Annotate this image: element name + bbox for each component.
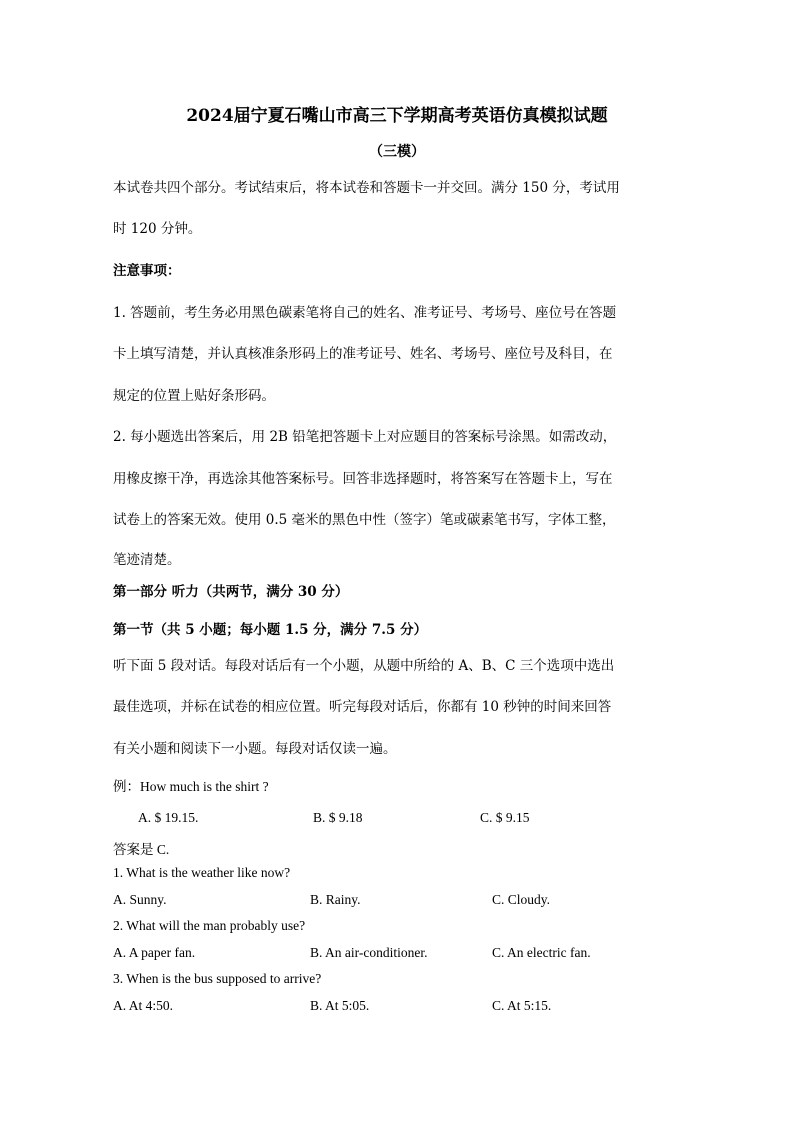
example-option-c: C. $ 9.15	[480, 810, 530, 825]
question-1-option-b: B. Rainy.	[310, 892, 361, 907]
question-2-option-c: C. An electric fan.	[492, 945, 591, 960]
question-1-option-c: C. Cloudy.	[492, 892, 551, 907]
notice-2-line-3: 试卷上的答案无效。使用 0.5 毫米的黑色中性（签字）笔或碳素笔书写，字体工整，	[113, 512, 616, 528]
page-title: 2024届宁夏石嘴山市高三下学期高考英语仿真模拟试题	[186, 106, 608, 126]
question-3: 3. When is the bus supposed to arrive?	[113, 971, 322, 986]
notice-2-line-4: 笔迹清楚。	[113, 552, 181, 568]
section-1-instructions-line-3: 有关小题和阅读下一小题。每段对话仅读一遍。	[113, 741, 397, 757]
page-subtitle: （三模）	[369, 144, 425, 160]
question-1-option-a: A. Sunny.	[113, 892, 167, 907]
notice-1-line-1: 1. 答题前，考生务必用黑色碳素笔将自己的姓名、准考证号、考场号、座位号在答题	[113, 305, 617, 321]
example-question: 例：How much is the shirt ?	[113, 779, 269, 794]
part-1-heading: 第一部分 听力（共两节，满分 30 分）	[113, 584, 349, 600]
intro-line-2: 时 120 分钟。	[113, 221, 202, 237]
question-3-option-a: A. At 4:50.	[113, 998, 174, 1013]
example-answer: 答案是 C.	[113, 842, 170, 857]
notice-2-line-1: 2. 每小题选出答案后，用 2B 铅笔把答题卡上对应题目的答案标号涂黑。如需改动，	[113, 429, 617, 445]
notice-2-line-2: 用橡皮擦干净，再选涂其他答案标号。回答非选择题时，将答案写在答题卡上，写在	[113, 471, 613, 487]
question-2: 2. What will the man probably use?	[113, 918, 306, 933]
notice-1-line-2: 卡上填写清楚，并认真核准条形码上的准考证号、姓名、考场号、座位号及科目，在	[113, 346, 613, 362]
question-2-option-a: A. A paper fan.	[113, 945, 196, 960]
notice-heading: 注意事项：	[113, 263, 181, 279]
question-2-option-b: B. An air-conditioner.	[310, 945, 428, 960]
section-1-instructions-line-2: 最佳选项，并标在试卷的相应位置。听完每段对话后，你都有 10 秒钟的时间来回答	[113, 699, 612, 715]
question-3-option-c: C. At 5:15.	[492, 998, 552, 1013]
section-1-heading: 第一节（共 5 小题；每小题 1.5 分，满分 7.5 分）	[113, 622, 428, 638]
question-1: 1. What is the weather like now?	[113, 865, 291, 880]
intro-line-1: 本试卷共四个部分。考试结束后，将本试卷和答题卡一并交回。满分 150 分，考试用	[113, 180, 620, 196]
question-3-option-b: B. At 5:05.	[310, 998, 370, 1013]
notice-1-line-3: 规定的位置上贴好条形码。	[113, 388, 275, 404]
section-1-instructions-line-1: 听下面 5 段对话。每段对话后有一个小题，从题中所给的 A、B、C 三个选项中选出	[113, 658, 615, 674]
example-option-a: A. $ 19.15.	[138, 810, 199, 825]
example-option-b: B. $ 9.18	[313, 810, 363, 825]
